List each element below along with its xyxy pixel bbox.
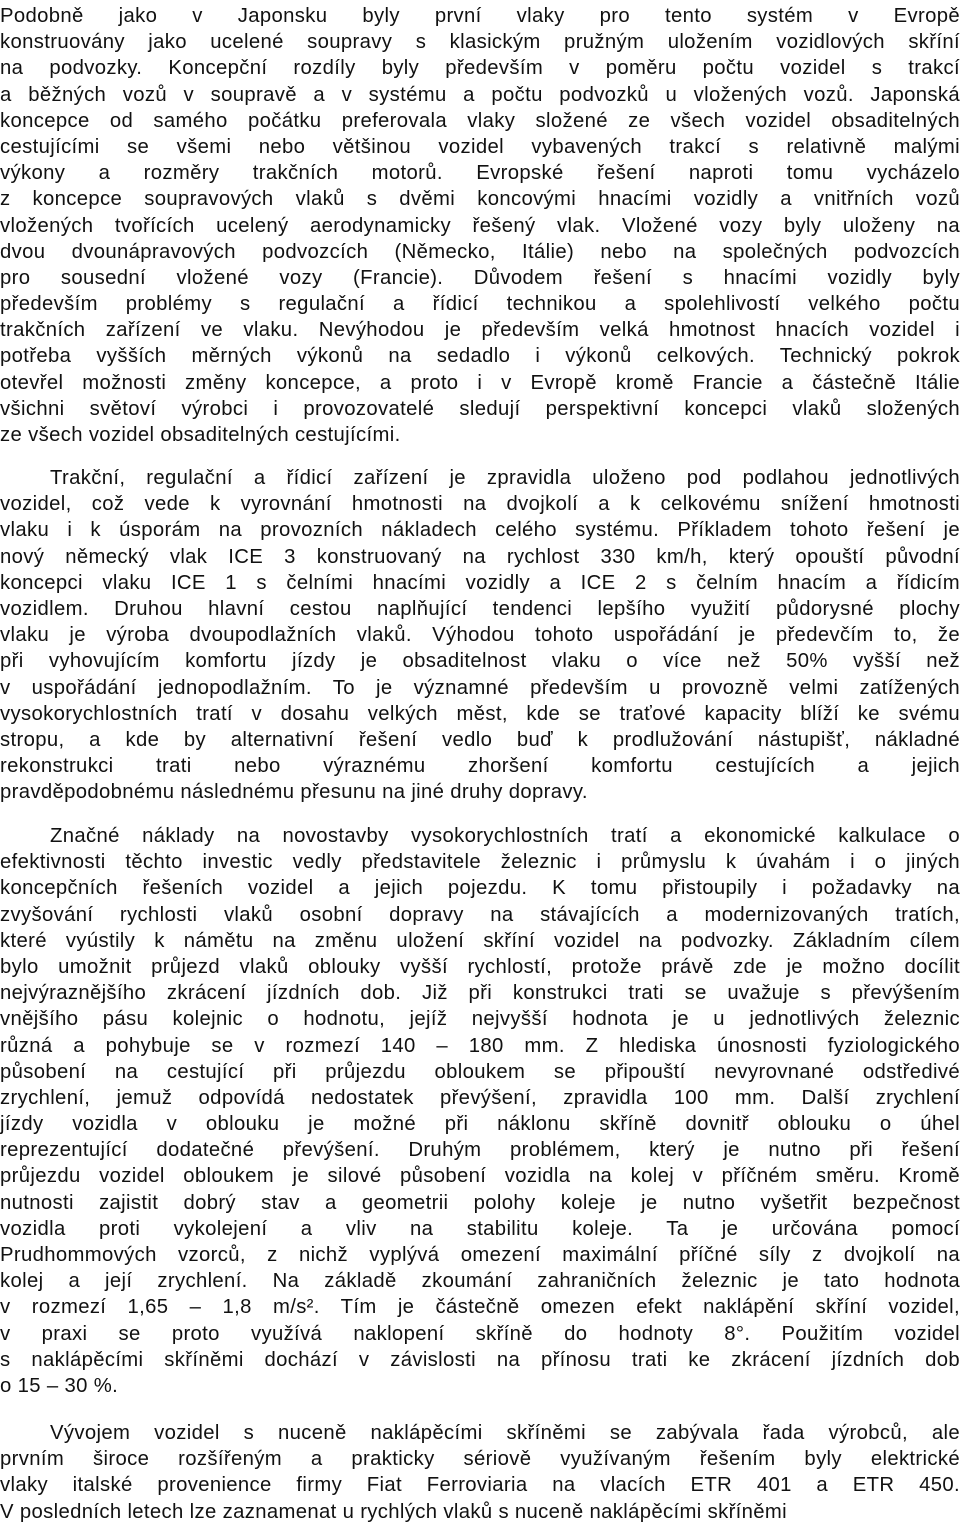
text-line: vlaku i k úsporám na provozních nákladech celého systému. Příkladem tohoto řešení je (0, 519, 960, 542)
text-line: konstruovány jako ucelené soupravy s klasickým pružným uložením vozidlových skříní (0, 31, 960, 54)
text-line: potřeba vyšších měrných výkonů na sedadlo i výkonů celkových. Technický pokrok (0, 345, 960, 368)
text-line: koncepce od samého počátku preferovala vlaky složené ze všech vozidel obsaditelných (0, 109, 960, 132)
text-line: vnějšího pásu kolejnic o hodnotu, jejíž nejvyšší hodnota je u jednotlivých železnic (0, 1008, 960, 1031)
text-line: prvním široce rozšířeným a prakticky sériově využívaným řešením byly elektrické (0, 1448, 960, 1471)
text-line: otevřel možnosti změny koncepce, a proto i v Evropě kromě Francie a částečně Itálie (0, 371, 960, 394)
text-line: vozidla proti vykolejení a vliv na stabilitu koleje. Ta je určována pomocí (0, 1217, 960, 1240)
text-line: koncepčních řešeních vozidel a jejich pojezdu. K tomu přistoupily i požadavky na (0, 877, 960, 900)
text-line: výkony a rozměry trakčních motorů. Evropské řešení naproti tomu vycházelo (0, 162, 960, 185)
text-line: na podvozky. Koncepční rozdíly byly především v poměru počtu vozidel s trakcí (0, 57, 960, 80)
text-line: rekonstrukci trati nebo výraznému zhoršení komfortu cestujících a jejich (0, 755, 960, 778)
text-line: reprezentující dodatečné převýšení. Druhým problémem, který je nutno při řešení (0, 1139, 960, 1162)
text-line: v rozmezí 1,65 – 1,8 m/s². Tím je částečně omezen efekt naklápění skříní vozidel, (0, 1296, 960, 1319)
text-line: působení na cestující při průjezdu obloukem se připouští nevyrovnané odstředivé (0, 1060, 960, 1083)
text-line: vlaku je výroba dvoupodlažních vlaků. Výhodou tohoto uspořádání je předevčím to, že (0, 624, 960, 647)
text-line: nutnosti zajistit dobrý stav a geometrii polohy koleje je nutno vyšetřit bezpečnost (0, 1191, 960, 1214)
text-line: vozidel, což vede k vyrovnání hmotnosti na dvojkolí a k celkovému snížení hmotnosti (0, 493, 960, 516)
text-line: vysokorychlostních tratí v dosahu velkých měst, kde se traťové kapacity blíží ke svému (0, 702, 960, 725)
text-line: Značné náklady na novostavby vysokorychlostních tratí a ekonomické kalkulace o (50, 825, 960, 847)
text-line: různá a pohybuje se v rozmezí 140 – 180 mm. Z hlediska únosnosti fyziologického (0, 1034, 960, 1057)
text-line: vložených tvořících ucelený aerodynamicky řešený vlak. Vložené vozy byly uloženy na (0, 214, 960, 237)
text-line: nový německý vlak ICE 3 konstruovaný na rychlost 330 km/h, který opouští původní (0, 545, 960, 568)
text-line: dvou dvounápravových podvozcích (Německo, Itálie) nebo na společných podvozcích (0, 240, 960, 263)
text-line: při vyhovujícím komfortu jízdy je obsaditelnost vlaku o více než 50% vyšší než (0, 650, 960, 673)
text-line: Podobně jako v Japonsku byly první vlaky pro tento systém v Evropě (0, 5, 960, 27)
text-line: zrychlení, jemuž odpovídá nedostatek převýšení, zpravidla 100 mm. Další zrychlení (0, 1086, 960, 1109)
text-line: a běžných vozů v soupravě a v systému a počtu podvozků u vložených vozů. Japonská (0, 83, 960, 106)
text-line: především problémy s regulační a řídicí technikou a spolehlivostí velkého počtu (0, 293, 960, 316)
text-line: Prudhommových vzorců, z nichž vyplývá omezení maximální příčné síly z dvojkolí na (0, 1244, 960, 1266)
text-line: pravděpodobnému následnému přesunu na jiné druhy dopravy. (0, 781, 588, 804)
text-line: všichni světoví výrobci i provozovatelé sledují perspektivní koncepci vlaků složených (0, 397, 960, 420)
text-line: zvyšování rychlosti vlaků osobní dopravy na stávajících a modernizovaných tratích, (0, 903, 960, 926)
text-line: Trakční, regulační a řídicí zařízení je zpravidla uloženo pod podlahou jednotlivých (50, 467, 960, 489)
text-line: vozidlem. Druhou hlavní cestou naplňující tendenci lepšího využití půdorysné plochy (0, 597, 960, 620)
text-line: cestujícími se všemi nebo většinou vozidel vybavených trakcí s relativně malými (0, 135, 960, 158)
text-line: které vyústily k námětu na změnu uložení skříní vozidel na podvozky. Základním cílem (0, 929, 960, 952)
text-line: pro sousední vložené vozy (Francie). Důvodem řešení s hnacími vozidly byly (0, 266, 960, 289)
text-line: kolej a její zrychlení. Na základě zkoumání zahraničních železnic je tato hodnota (0, 1270, 960, 1293)
text-line: s naklápěcími skříněmi dochází v závislosti na přínosu trati ke zkrácení jízdních dob (0, 1348, 960, 1371)
text-line: jízdy vozidla v oblouku je možné při náklonu skříně dovnitř oblouku o úhel (0, 1113, 960, 1136)
text-line: z koncepce soupravových vlaků s dvěmi koncovými hnacími vozidly a vnitřních vozů (0, 188, 960, 211)
text-line: v uspořádání jednopodlažním. To je významné především u provozně velmi zatížených (0, 676, 960, 699)
text-line: ze všech vozidel obsaditelných cestujícími. (0, 424, 401, 446)
text-line: Vývojem vozidel s nuceně naklápěcími skříněmi se zabývala řada výrobců, ale (50, 1422, 960, 1444)
text-line: bylo umožnit průjezd vlaků oblouky vyšší rychlostí, protože právě zde je možno docílit (0, 955, 960, 978)
text-line: koncepci vlaku ICE 1 s čelními hnacími vozidly a ICE 2 s čelním hnacím a řídicím (0, 571, 960, 594)
paragraph-tilting-development (0, 1420, 960, 1525)
text-line: vlaky italské provenience firmy Fiat Ferroviaria na vlacích ETR 401 a ETR 450. (0, 1474, 960, 1497)
text-line: v praxi se proto využívá naklopení skříně do hodnoty 8°. Použitím vozidel (0, 1322, 960, 1345)
paragraph-tilting-bodies (0, 823, 960, 1399)
paragraph-japan-europe-concepts (0, 3, 960, 448)
text-line: efektivnosti těchto investic vedly představitele železnic i průmyslu k úvahám i o jiných (0, 851, 960, 874)
text-line: průjezdu vozidel obloukem je silové působení vozidla na kolej v příčném směru. Kromě (0, 1165, 960, 1188)
text-line: stropu, a kde by alternativní řešení vedlo buď k prodlužování nástupišť, nákladné (0, 728, 960, 751)
text-line: trakčních zařízení ve vlaku. Nevýhodou je především velká hmotnost hnacích vozidel i (0, 319, 960, 342)
text-line: V posledních letech lze zaznamenat u rychlých vlaků s nuceně naklápěcími skříněmi (0, 1500, 788, 1523)
text-line: o 15 – 30 %. (0, 1374, 119, 1397)
text-line: nejvýraznějšího zkrácení jízdních dob. Již při konstrukci trati se uvažuje s převýšením (0, 982, 960, 1005)
paragraph-traction-equipment (0, 465, 960, 805)
